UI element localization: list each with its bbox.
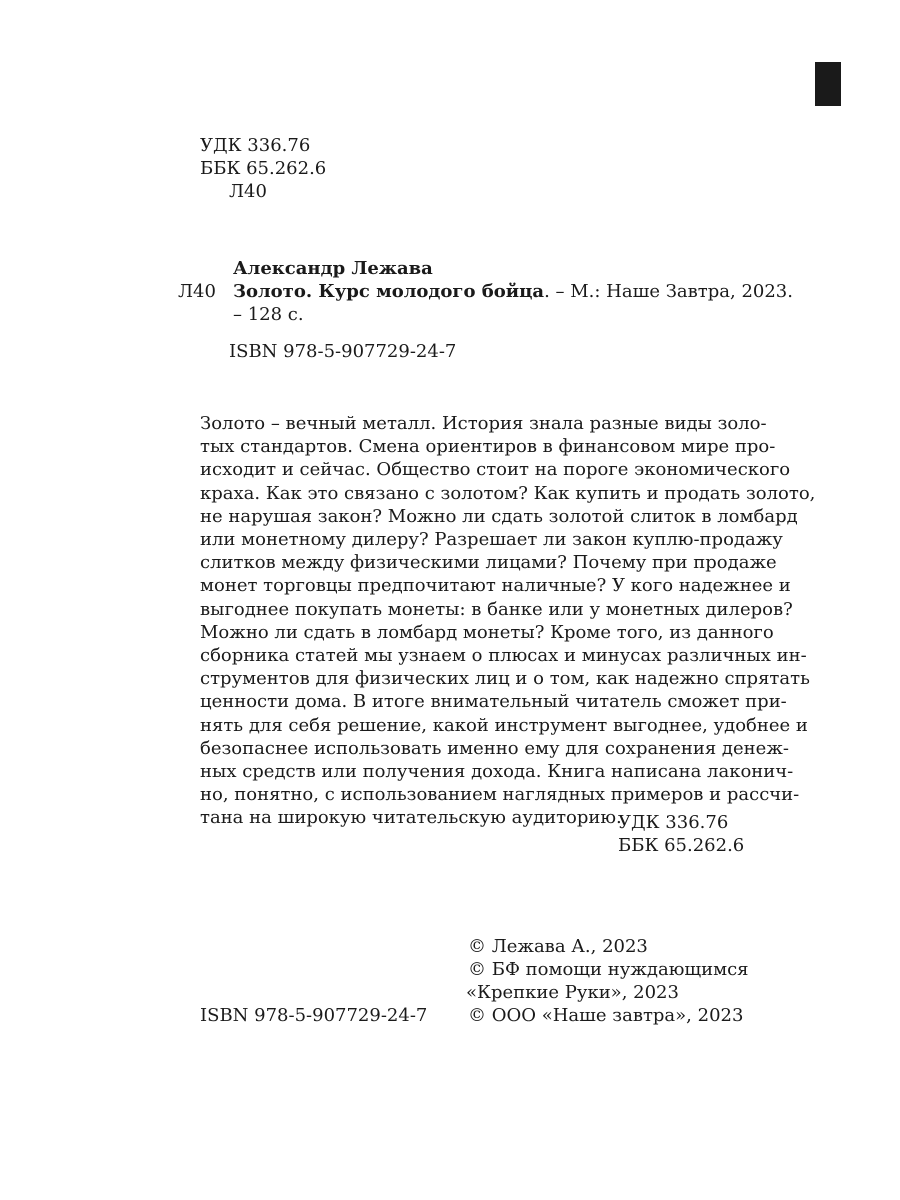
annotation-line: сборника статей мы узнаем о плюсах и минусах различных ин- <box>200 645 807 667</box>
annotation-line: исходит и сейчас. Общество стоит на пороге экономического <box>200 459 791 481</box>
annotation-line: выгоднее покупать монеты: в банке или у монетных дилеров? <box>200 598 793 620</box>
annotation-line: слитков между физическими лицами? Почему при продаже <box>200 552 777 574</box>
author-code-top: Л40 <box>229 181 267 202</box>
book-title: Золото. Курс молодого бойца <box>233 281 545 302</box>
copyright-publisher: © ООО «Наше завтра», 2023 <box>468 1005 744 1026</box>
annotation-line: монет торговцы предпочитают наличные? У кого надежнее и <box>200 575 791 597</box>
copyright-foundation-name: «Крепкие Руки», 2023 <box>466 982 679 1003</box>
copyright-foundation: © БФ помощи нуждающимся <box>468 959 749 980</box>
annotation-line: тых стандартов. Смена ориентиров в финансовом мире про- <box>200 436 776 458</box>
author-name: Александр Лежава <box>233 258 433 279</box>
annotation-line: нять для себя решение, какой инструмент выгоднее, удобнее и <box>200 714 808 736</box>
isbn-top: ISBN 978-5-907729-24-7 <box>229 341 457 362</box>
isbn-bottom: ISBN 978-5-907729-24-7 <box>200 1005 428 1026</box>
bbk-code-bottom: ББК 65.262.6 <box>618 835 745 856</box>
author-code-record: Л40 <box>178 281 216 302</box>
annotation-line: Золото – вечный металл. История знала разные виды золо- <box>200 413 767 434</box>
annotation-line: краха. Как это связано с золотом? Как купить и продать золото, <box>200 482 816 504</box>
copyright-author: © Лежава А., 2023 <box>468 936 648 957</box>
annotation-line: безопаснее использовать именно ему для сохранения денеж- <box>200 737 789 759</box>
title-line <box>233 280 793 304</box>
annotation-line: Можно ли сдать в ломбард монеты? Кроме того, из данного <box>200 621 774 643</box>
publication-info: . – М.: Наше Завтра, 2023. <box>544 281 793 302</box>
udk-code-bottom: УДК 336.76 <box>618 812 729 833</box>
annotation-line: ценности дома. В итоге внимательный читатель сможет при- <box>200 691 787 713</box>
page-count: – 128 с. <box>233 304 304 325</box>
annotation-line: или монетному дилеру? Разрешает ли закон куплю-продажу <box>200 529 783 551</box>
annotation-line: ных средств или получения дохода. Книга написана лаконич- <box>200 761 794 783</box>
page-corner-mark <box>815 62 841 106</box>
annotation-line: но, понятно, с использованием наглядных примеров и рассчи- <box>200 784 800 806</box>
annotation-line: тана на широкую читательскую аудиторию. <box>200 807 622 829</box>
annotation-line: струментов для физических лиц и о том, как надежно спрятать <box>200 668 810 690</box>
annotation-line: не нарушая закон? Можно ли сдать золотой слиток в ломбард <box>200 505 798 527</box>
udk-code-top: УДК 336.76 <box>200 135 311 156</box>
bbk-code-top: ББК 65.262.6 <box>200 158 327 179</box>
annotation-paragraph <box>200 412 816 830</box>
